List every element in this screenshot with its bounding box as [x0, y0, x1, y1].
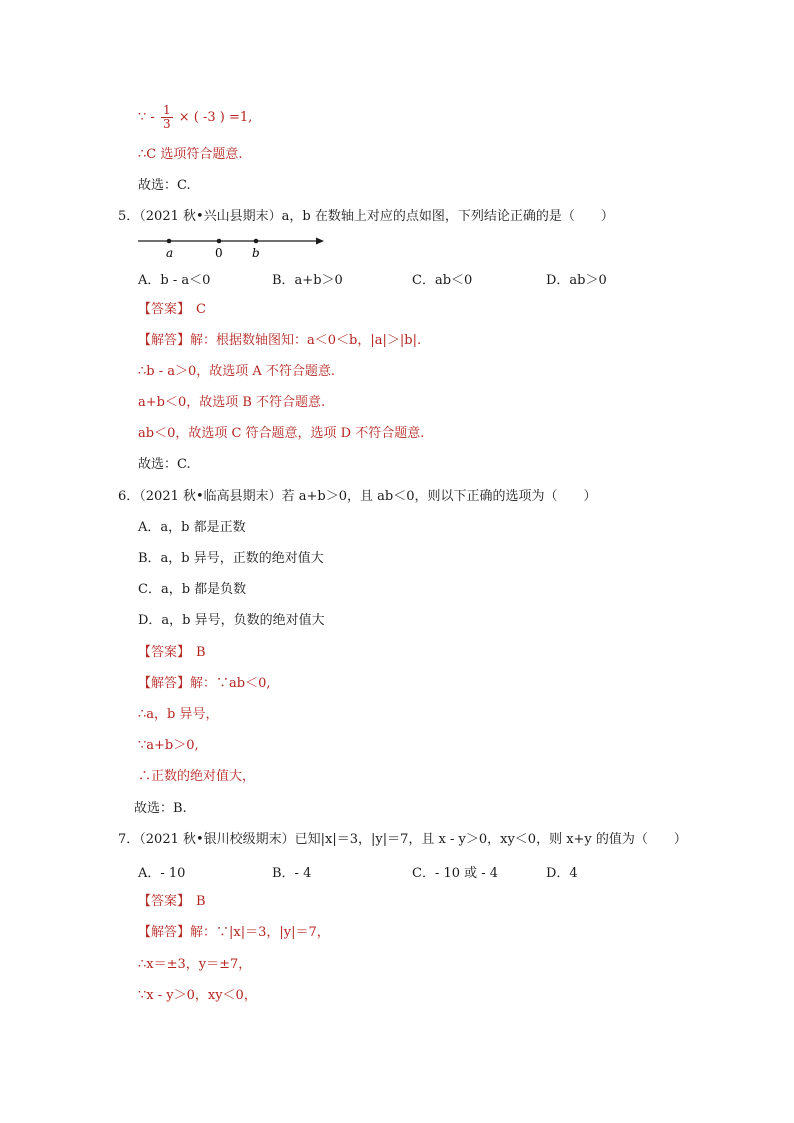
analysis-line: a+b＜0，故选项 B 不符合题意. [138, 395, 326, 410]
answer-line [138, 644, 206, 662]
point-b [254, 239, 259, 244]
option-a: A．- 10 [138, 866, 186, 881]
analysis-text: 解：∵ab＜0, [190, 676, 271, 691]
answer-line [138, 301, 206, 319]
solution-line [138, 104, 252, 132]
answer-value: B [196, 645, 206, 660]
point-a [167, 239, 172, 244]
analysis-tag: 【解答】 [138, 925, 191, 940]
option-d: D．4 [546, 866, 578, 881]
option-a: A．a，b 都是正数 [138, 520, 246, 535]
label-b: b [252, 246, 260, 260]
number-line-figure [138, 231, 328, 261]
conclusion-line: 故选：B. [134, 801, 187, 816]
fraction-denominator: 3 [162, 117, 171, 131]
option-d: D．a，b 异号，负数的绝对值大 [138, 613, 325, 628]
label-a: a [166, 246, 174, 260]
analysis-tag: 【解答】 [138, 333, 191, 348]
answer-value: C [196, 302, 206, 317]
analysis-text: 解：∵|x|＝3，|y|＝7， [190, 925, 330, 940]
question-stem: 5．（2021 秋•兴山县期末）a，b 在数轴上对应的点如图，下列结论正确的是（ ） [118, 209, 614, 224]
analysis-tag: 【解答】 [138, 676, 191, 691]
option-b: B．- 4 [272, 866, 312, 881]
option-c: C．- 10 或 - 4 [412, 866, 499, 881]
analysis-line: ∴正数的绝对值大， [138, 769, 256, 784]
analysis-line: ab＜0，故选项 C 符合题意，选项 D 不符合题意. [138, 426, 425, 441]
analysis-line: ∴b - a＞0，故选项 A 不符合题意. [138, 364, 336, 379]
fraction [161, 104, 173, 131]
answer-line [138, 893, 206, 911]
analysis-line [138, 332, 421, 350]
conclusion-line: 故选：C. [138, 457, 191, 472]
analysis-line: ∴a，b 异号， [138, 707, 219, 722]
solution-text: ∵ - [138, 110, 159, 125]
analysis-text: 解：根据数轴图知：a＜0＜b，|a|＞|b|. [190, 333, 422, 348]
question-stem: 6．（2021 秋•临高县期末）若 a+b＞0，且 ab＜0，则以下正确的选项为（ ） [118, 489, 597, 504]
conclusion-line: 故选：C. [138, 178, 191, 193]
answer-tag: 【答案】 [138, 645, 191, 660]
option-b: B．a，b 异号，正数的绝对值大 [138, 551, 324, 566]
analysis-line: ∴x＝±3，y＝±7， [138, 957, 252, 972]
analysis-line [138, 924, 330, 942]
answer-value: B [196, 894, 206, 909]
option-a: A．b - a＜0 [138, 273, 211, 288]
answer-tag: 【答案】 [138, 302, 191, 317]
fraction-numerator: 1 [162, 103, 171, 117]
solution-text: × ( -3 ) =1, [178, 110, 253, 125]
point-zero [217, 239, 222, 244]
solution-line: ∴C 选项符合题意. [138, 147, 243, 162]
question-stem: 7．（2021 秋•银川校级期末）已知|x|＝3，|y|＝7，且 x - y＞0，xy＜0，则 x+y 的值为（ ） [118, 832, 687, 847]
analysis-line: ∵a+b＞0, [138, 738, 199, 753]
option-c: C．a，b 都是负数 [138, 582, 247, 597]
analysis-line [138, 675, 271, 693]
analysis-line: ∵x - y＞0，xy＜0， [138, 988, 257, 1003]
option-d: D．ab＞0 [546, 273, 607, 288]
answer-tag: 【答案】 [138, 894, 191, 909]
number-line-arrow [316, 238, 324, 245]
label-zero: 0 [215, 246, 223, 260]
option-c: C．ab＜0 [412, 273, 473, 288]
option-b: B．a+b＞0 [272, 273, 343, 288]
